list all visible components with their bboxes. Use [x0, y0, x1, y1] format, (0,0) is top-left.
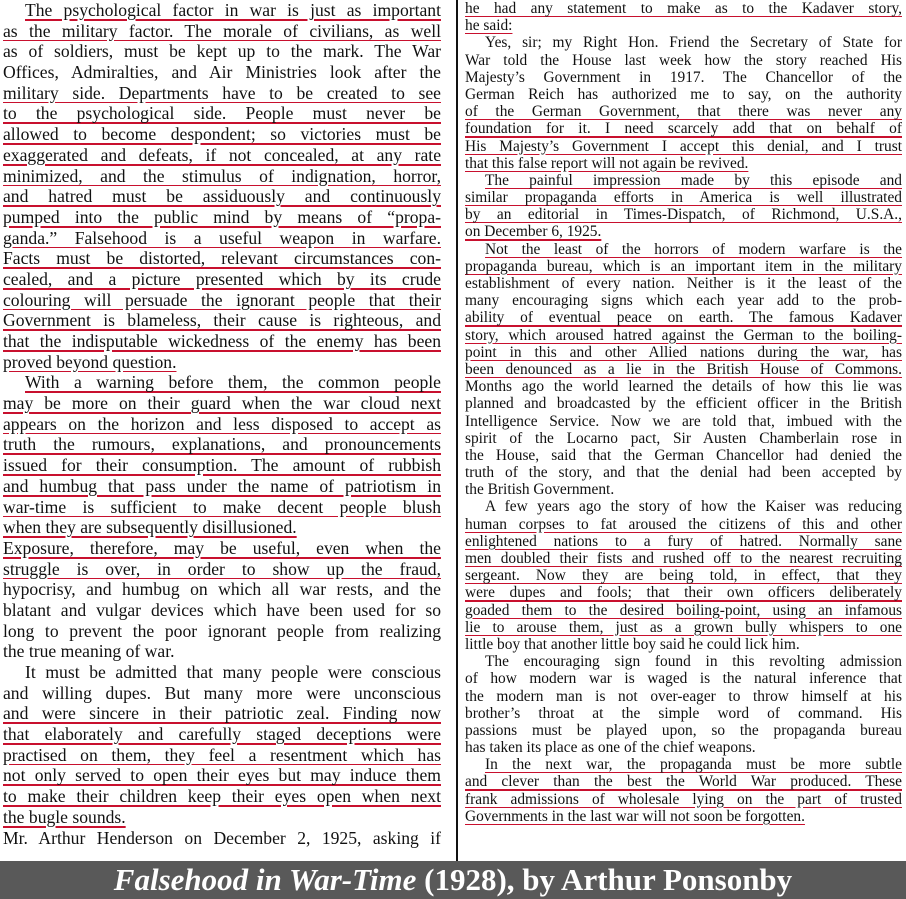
text-line: German Reich has authorized me to say, on the authority — [465, 85, 902, 103]
text-line: and clever than the best the World War produced. These — [465, 773, 902, 791]
text-line: has taken its place as one of the chief weapons. — [465, 739, 756, 757]
text-line: Government is blameless, their cause is righteous, and — [3, 310, 441, 331]
text-line: minimized, and the stimulus of indignation, horror, — [3, 165, 441, 186]
text-line: In the next war, the propaganda must be more subtle — [485, 756, 902, 774]
text-line: may be more on their guard when the war cloud next — [3, 393, 441, 414]
text-line: Intelligence Service. Now we are told that, imbued with the — [465, 412, 902, 430]
text-line: ganda.” Falsehood is a useful weapon in warfare. — [3, 227, 441, 248]
text-line: practised on them, they feel a resentment which has — [3, 744, 441, 765]
text-line: passions must be played upon, so the propaganda bureau — [465, 721, 902, 739]
text-line: cealed, and a picture presented which by its crude — [3, 268, 441, 289]
text-line: that elaborately and carefully staged deceptions were — [3, 724, 441, 745]
text-line: were dupes and fools; that their own officers deliberately — [465, 584, 902, 602]
text-line: allowed to become despondent; so victories must be — [3, 124, 441, 145]
text-line: of the German Government, that there was never any — [465, 103, 902, 121]
text-line: Not the least of the horrors of modern warfare is the — [485, 240, 902, 258]
text-line: A few years ago the story of how the Kaiser was reducing — [485, 498, 902, 516]
text-line: With a warning before them, the common people — [25, 372, 441, 393]
text-line: proved beyond question. — [3, 351, 177, 372]
text-line: hypocrisy, and humbug on which all war rests, and the — [3, 579, 441, 600]
column-divider — [456, 0, 458, 861]
text-line: brother’s throat at the simple word of command. His — [465, 704, 902, 722]
text-line: as the military factor. The morale of civilians, as well — [3, 20, 441, 41]
text-line: similar propaganda efforts in America is well illustrated — [465, 189, 902, 207]
text-line: not only served to open their eyes but may induce them — [3, 765, 441, 786]
text-line: and hatred must be assiduously and continuously — [3, 186, 441, 207]
text-line: Facts must be distorted, relevant circumstances con- — [3, 248, 441, 269]
text-line: to the psychological side. People must never be — [3, 103, 441, 124]
text-line: Exposure, therefore, may be useful, even when the — [3, 537, 441, 558]
text-line: It must be admitted that many people were conscious — [25, 662, 441, 682]
text-line: Yes, sir; my Right Hon. Friend the Secretary of State for — [485, 34, 902, 52]
text-line: The encouraging sign found in this revolting admission — [485, 653, 902, 671]
text-line: The psychological factor in war is just as important — [25, 0, 441, 20]
text-line: the modern man is not over-eager to throw himself at his — [465, 687, 902, 705]
text-line: by an editorial in Times-Dispatch, of Richmond, U.S.A., — [465, 206, 902, 224]
text-line: and were sincere in their patriotic zeal. Finding now — [3, 703, 441, 724]
text-line: on December 6, 1925. — [465, 223, 602, 241]
text-line: Governments in the last war will not soon be forgotten. — [465, 807, 805, 825]
text-line: he said: — [465, 17, 513, 35]
text-line: issued for their consumption. The amount of rubbish — [3, 455, 441, 476]
text-line: been denounced as a lie in the British House of Commons. — [465, 360, 902, 378]
text-line: appears on the horizon and less disposed to accept as — [3, 413, 441, 434]
text-line: human corpses to fat aroused the citizens of this and other — [465, 515, 902, 533]
text-line: that this false report will not again be revived. — [465, 154, 749, 172]
text-line: His Majesty’s Government I accept this denial, and I trust — [465, 137, 902, 155]
text-line: propaganda bureau, which is an important item in the military — [465, 257, 902, 275]
text-line: The painful impression made by this episode and — [485, 171, 902, 189]
text-line: pumped into the public mind by means of “propa- — [3, 206, 441, 227]
left-column — [3, 0, 441, 848]
text-line: Offices, Admiralties, and Air Ministries look after the — [3, 62, 441, 83]
text-line: the British Government. — [465, 481, 615, 499]
text-line: long to prevent the poor ignorant people from realizing — [3, 620, 441, 641]
text-line: and willing dupes. But many more were unconscious — [3, 682, 441, 703]
text-line: when they are subsequently disillusioned. — [3, 517, 297, 538]
text-line: to make their children keep their eyes open when next — [3, 786, 441, 807]
text-line: the true meaning of war. — [3, 641, 175, 662]
text-line: military side. Departments have to be created to see — [3, 82, 441, 103]
text-line: ability of eventual peace on earth. The famous Kadaver — [465, 309, 902, 327]
text-line: story, which aroused hatred against the German to the boiling- — [465, 326, 902, 344]
text-line: of how modern war is waged is the natural inference that — [465, 670, 902, 688]
caption-banner — [0, 861, 906, 899]
text-line: exaggerated and defeats, if not concealed, at any rate — [3, 144, 441, 165]
text-line: he had any statement to make as to the Kadaver story, — [465, 0, 902, 17]
text-line: establishment of every nation. Neither is it the least of the — [465, 275, 902, 292]
text-line: blatant and vulgar devices which have been used for so — [3, 599, 441, 620]
text-line: truth of the story, and that the denial had been accepted by — [465, 464, 902, 482]
text-line: frank admissions of wholesale lying on the part of trusted — [465, 790, 902, 808]
text-line: foundation for it. I need scarcely add that on behalf of — [465, 120, 902, 138]
text-line: planned and broadcasted by the efficient officer in the British — [465, 395, 902, 413]
text-line: little boy that another little boy said he could lick him. — [465, 635, 800, 653]
text-line: Majesty’s Government in 1917. The Chancellor of the — [465, 68, 902, 86]
text-line: Months ago the world learned the details of how this lie was — [465, 378, 902, 396]
text-line: spirit of the Locarno pact, Sir Austen Chamberlain rose in — [465, 429, 902, 447]
text-line: as of soldiers, must be kept up to the mark. The War — [3, 41, 441, 62]
text-line: many encouraging signs which each year add to the prob- — [465, 292, 902, 310]
right-column — [465, 0, 902, 825]
text-line: War told the House last week how the story reached His — [465, 51, 902, 69]
text-line: the House, said that the German Chancellor had denied the — [465, 446, 902, 464]
text-line: colouring will persuade the ignorant people that their — [3, 289, 441, 310]
caption-title: Falsehood in War-Time — [113, 862, 417, 897]
text-line: struggle is over, in order to show up the fraud, — [3, 558, 441, 579]
text-line: and humbug that pass under the name of patriotism in — [3, 475, 441, 496]
text-line: truth the rumours, explanations, and pronouncements — [3, 434, 441, 455]
text-line: lie to arouse them, just as a grown bully whispers to one — [465, 618, 902, 636]
text-line: that the indisputable wickedness of the enemy has been — [3, 331, 441, 351]
text-line: point in this and other Allied nations during the war, has — [465, 343, 902, 361]
text-line: men doubled their fists and rushed off to the nearest recruiting — [465, 550, 902, 567]
text-line: sergeant. Now they are being told, in effect, that they — [465, 567, 902, 585]
text-line: the bugle sounds. — [3, 806, 126, 827]
text-line: Mr. Arthur Henderson on December 2, 1925, asking if — [3, 827, 441, 848]
text-line: enlightened nations to a fury of hatred. Normally sane — [465, 532, 902, 550]
text-line: war-time is sufficient to make decent people blush — [3, 496, 441, 517]
text-line: goaded them to the desired boiling-point, using an infamous — [465, 601, 902, 619]
caption-rest: (1928), by Arthur Ponsonby — [416, 862, 793, 897]
